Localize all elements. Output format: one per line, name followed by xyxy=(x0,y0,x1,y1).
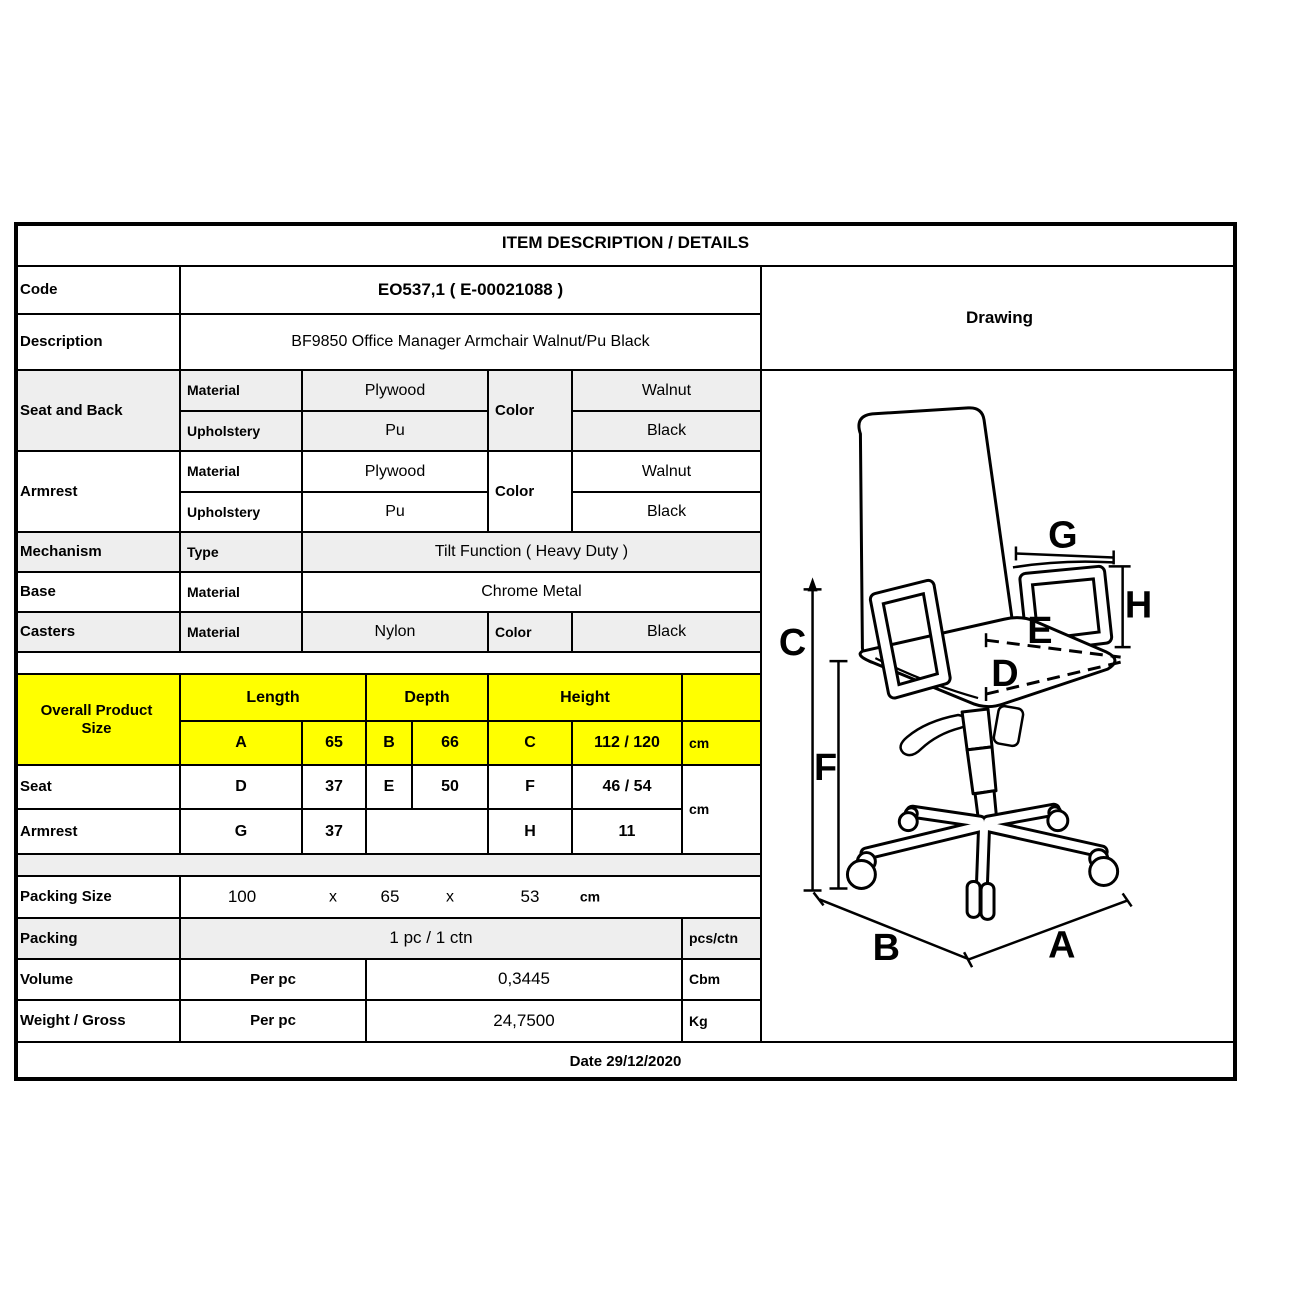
seat-and-back-upholstery-value: Pu xyxy=(303,412,489,452)
packing-size-values xyxy=(181,877,762,919)
dim-label-c: C xyxy=(778,622,807,665)
arrowhead xyxy=(808,577,818,591)
sheet-title: ITEM DESCRIPTION / DETAILS xyxy=(14,222,1237,267)
seat-and-back-color-label: Color xyxy=(489,371,573,452)
packing-size-x1: x xyxy=(329,888,337,906)
mechanism-label: Mechanism xyxy=(14,533,181,573)
seat-d-value: 37 xyxy=(303,766,367,810)
casters-color-label: Color xyxy=(489,613,573,653)
chair-paddle xyxy=(993,705,1024,747)
armrest-upholstery-value: Pu xyxy=(303,493,489,533)
casters-label: Casters xyxy=(14,613,181,653)
seat-dims-label: Seat xyxy=(14,766,181,810)
base-label: Base xyxy=(14,573,181,613)
armrest-upholstery-color: Black xyxy=(573,493,762,533)
base-material-label: Material xyxy=(181,573,303,613)
overall-unit: cm xyxy=(683,722,762,766)
seat-d-key: D xyxy=(181,766,303,810)
overall-length-label: Length xyxy=(181,675,367,722)
mechanism-value: Tilt Function ( Heavy Duty ) xyxy=(303,533,762,573)
spacer-row xyxy=(14,653,762,675)
seat-f-value: 46 / 54 xyxy=(573,766,683,810)
description-value: BF9850 Office Manager Armchair Walnut/Pu Black xyxy=(181,315,762,371)
seat-and-back-upholstery-color: Black xyxy=(573,412,762,452)
overall-a-value: 65 xyxy=(303,722,367,766)
overall-b-value: 66 xyxy=(413,722,489,766)
packing-size-v3: 53 xyxy=(520,886,540,906)
armrest-material-color: Walnut xyxy=(573,452,762,493)
seat-and-back-material-value: Plywood xyxy=(303,371,489,412)
dim-label-f: F xyxy=(813,746,838,789)
volume-label: Volume xyxy=(14,960,181,1001)
code-value: EO537,1 ( E-00021088 ) xyxy=(181,267,762,315)
overall-c-value: 112 / 120 xyxy=(573,722,683,766)
volume-per: Per pc xyxy=(181,960,367,1001)
armrest-material-label: Material xyxy=(181,452,303,493)
description-label: Description xyxy=(14,315,181,371)
casters-material-value: Nylon xyxy=(303,613,489,653)
overall-c-key: C xyxy=(489,722,573,766)
armrest-h-key: H xyxy=(489,810,573,855)
base-value: Chrome Metal xyxy=(303,573,762,613)
armrest-h-value: 11 xyxy=(573,810,683,855)
overall-a-key: A xyxy=(181,722,303,766)
seat-armrest-unit: cm xyxy=(683,766,762,855)
overall-b-key: B xyxy=(367,722,413,766)
drawing-title: Drawing xyxy=(762,267,1237,371)
seat-e-value: 50 xyxy=(413,766,489,810)
armrest-label: Armrest xyxy=(14,452,181,533)
packing-unit: pcs/ctn xyxy=(683,919,762,960)
weight-value: 24,7500 xyxy=(367,1001,683,1043)
dim-label-e: E xyxy=(1027,610,1053,653)
armrest-material-value: Plywood xyxy=(303,452,489,493)
seat-and-back-label: Seat and Back xyxy=(14,371,181,452)
packing-size-x2: x xyxy=(446,888,454,906)
armrest-empty-cell xyxy=(367,810,489,855)
armrest-g-value: 37 xyxy=(303,810,367,855)
weight-unit: Kg xyxy=(683,1001,762,1043)
mechanism-type-label: Type xyxy=(181,533,303,573)
packing-size-label: Packing Size xyxy=(14,877,181,919)
armrest-upholstery-label: Upholstery xyxy=(181,493,303,533)
packing-label: Packing xyxy=(14,919,181,960)
chair-drawing xyxy=(762,371,1237,1041)
armrest-color-label: Color xyxy=(489,452,573,533)
weight-label: Weight / Gross xyxy=(14,1001,181,1043)
dim-label-b: B xyxy=(872,927,901,970)
packing-value: 1 pc / 1 ctn xyxy=(181,919,683,960)
seat-f-key: F xyxy=(489,766,573,810)
casters-color-value: Black xyxy=(573,613,762,653)
spacer-row-gray xyxy=(14,855,762,877)
dim-label-g: G xyxy=(1048,514,1078,557)
chair-tilt-lever xyxy=(901,715,967,755)
seat-and-back-material-label: Material xyxy=(181,371,303,412)
weight-per: Per pc xyxy=(181,1001,367,1043)
packing-size-unit: cm xyxy=(579,888,601,905)
volume-value: 0,3445 xyxy=(367,960,683,1001)
overall-size-label: Overall Product Size xyxy=(14,675,181,766)
packing-size-v1: 100 xyxy=(227,886,257,906)
date-row: Date 29/12/2020 xyxy=(14,1043,1237,1081)
dim-label-h: H xyxy=(1124,584,1153,627)
dim-label-d: D xyxy=(991,653,1019,696)
dim-label-a: A xyxy=(1048,924,1076,967)
overall-empty-cell xyxy=(683,675,762,722)
volume-unit: Cbm xyxy=(683,960,762,1001)
seat-and-back-material-color: Walnut xyxy=(573,371,762,412)
casters-material-label: Material xyxy=(181,613,303,653)
chair-gas-cylinder xyxy=(962,709,992,750)
seat-e-key: E xyxy=(367,766,413,810)
overall-height-label: Height xyxy=(489,675,683,722)
armrest-g-key: G xyxy=(181,810,303,855)
seat-and-back-upholstery-label: Upholstery xyxy=(181,412,303,452)
spec-sheet-table xyxy=(14,222,1237,1081)
code-label: Code xyxy=(14,267,181,315)
armrest-dims-label: Armrest xyxy=(14,810,181,855)
overall-depth-label: Depth xyxy=(367,675,489,722)
packing-size-v2: 65 xyxy=(380,886,400,906)
drawing-area xyxy=(762,371,1237,1043)
